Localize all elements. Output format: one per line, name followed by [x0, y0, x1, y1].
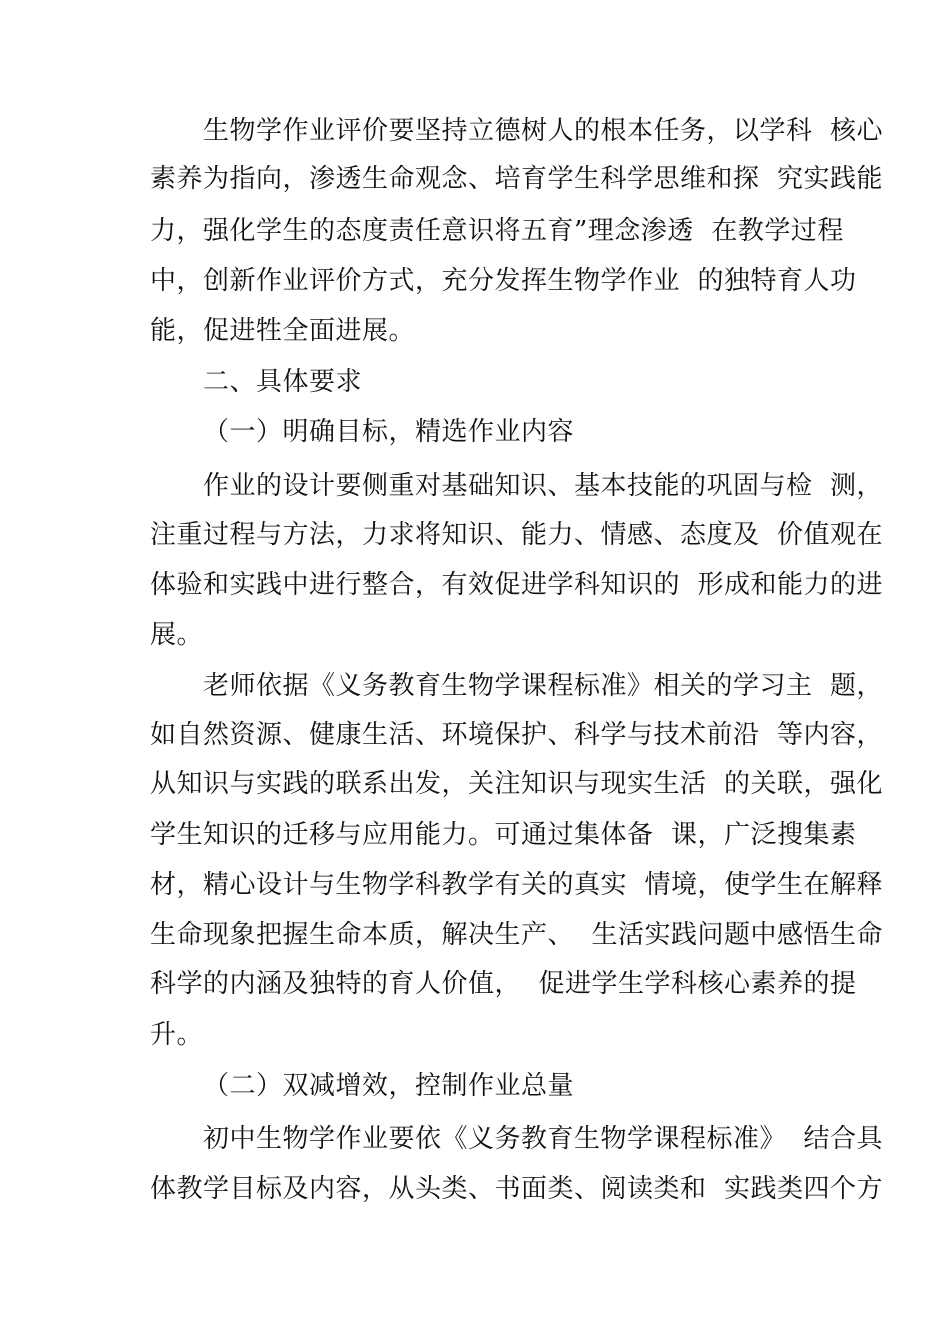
paragraph-line: 展。	[150, 620, 204, 650]
paragraph-line: 材，精心设计与生物学科教学有关的真实 情境，使学生在解释	[150, 870, 884, 900]
paragraph-line: 体教学目标及内容，从头类、书面类、阅读类和 实践类四个方	[150, 1174, 884, 1204]
paragraph-line: 科学的内涵及独特的育人价值， 促进学生学科核心素养的提	[150, 969, 857, 999]
paragraph-line: 素养为指向，渗透生命观念、培育学生科学思维和探 究实践能	[150, 164, 884, 194]
paragraph-line: 体验和实践中进行整合，有效促进学科知识的 形成和能力的进	[150, 570, 884, 600]
subsection-heading: （二）双减增效，控制作业总量	[203, 1071, 575, 1101]
paragraph-line: 生命现象把握生命本质，解决生产、 生活实践问题中感悟生命	[150, 920, 884, 950]
paragraph-line: 初中生物学作业要依《义务教育生物学课程标准》 结合具	[203, 1124, 884, 1154]
paragraph-line: 中，创新作业评价方式，充分发挥生物学作业 的独特育人功	[150, 266, 857, 296]
paragraph-line: 如自然资源、健康生活、环境保护、科学与技术前沿 等内容，	[150, 720, 884, 750]
paragraph-line: 能，促进牲全面进展。	[150, 316, 416, 346]
paragraph-line: 注重过程与方法，力求将知识、能力、情感、态度及 价值观在	[150, 520, 884, 550]
paragraph-line: 作业的设计要侧重对基础知识、基本技能的巩固与检 测，	[203, 471, 884, 501]
paragraph-line: 力，强化学生的态度责任意识将五育”理念渗透 在教学过程	[150, 216, 844, 246]
section-heading: 二、具体要求	[203, 367, 363, 397]
subsection-heading: （一）明确目标，精选作业内容	[203, 417, 575, 447]
paragraph-line: 生物学作业评价要坚持立德树人的根本任务，以学科 核心	[203, 116, 884, 146]
paragraph-line: 从知识与实践的联系出发，关注知识与现实生活 的关联，强化	[150, 769, 884, 799]
paragraph-line: 老师依据《义务教育生物学课程标准》相关的学习主 题，	[203, 671, 884, 701]
paragraph-line: 学生知识的迁移与应用能力。可通过集体备 课，广泛搜集素	[150, 820, 857, 850]
paragraph-line: 升。	[150, 1020, 204, 1050]
